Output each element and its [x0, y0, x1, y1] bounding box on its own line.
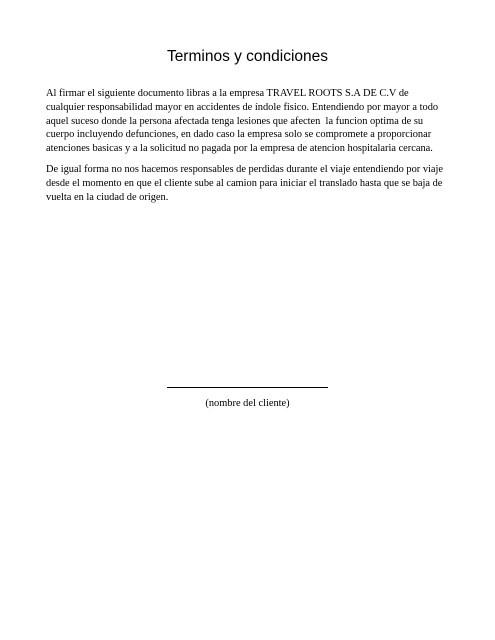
paragraph-liability: Al firmar el siguiente documento libras a la empresa TRAVEL ROOTS S.A DE C.V de cualquier responsabilidad mayor en accidentes de índole fisico. Entendiendo por mayor a todo aquel suceso donde la persona afectada tenga lesiones que afecten la funcion optima de su cuerpo incluyendo defunciones, en dado caso la empresa solo se compromete a proporcionar atenciones basicas y a la solicitud no pagada por la empresa de atencion hospitalaria cercana.: [46, 88, 441, 155]
paragraph-losses: De igual forma no nos hacemos responsables de perdidas durante el viaje entendiendo por viaje desde el momento en que el cliente sube al camion para iniciar el translado hasta que se baja de vuelta en la ciudad de origen.: [46, 163, 446, 203]
signature-line: [167, 387, 328, 388]
document-title: Terminos y condiciones: [166, 48, 329, 65]
signature-caption: (nombre del cliente): [205, 398, 290, 409]
document-body: [46, 87, 446, 211]
